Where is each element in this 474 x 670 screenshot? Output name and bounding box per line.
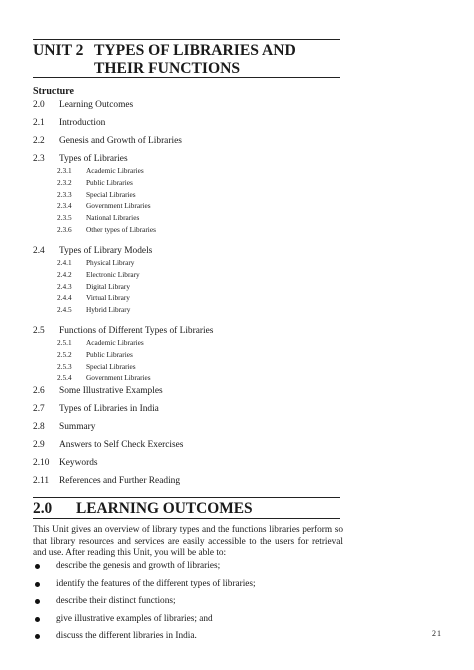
toc-subentry-number: 2.5.3 <box>57 361 72 371</box>
bullet-icon <box>35 564 40 569</box>
toc-subentry-number: 2.3.2 <box>57 177 72 187</box>
toc-subentry-number: 2.4.4 <box>57 293 72 303</box>
section-bottom-rule <box>33 518 340 519</box>
intro-paragraph: This Unit gives an overview of library types and the functions libraries perform so that library resources and services are easily accessible to the users for retrieval and use. After reading this Unit, you will be able to: <box>33 525 343 559</box>
toc-entry-number: 2.2 <box>33 136 45 146</box>
title-rule <box>33 77 340 78</box>
toc-entry-title: Types of Libraries <box>59 154 128 164</box>
section-title: LEARNING OUTCOMES <box>76 500 253 517</box>
section-top-rule <box>33 497 340 498</box>
toc-entry-number: 2.4 <box>33 246 45 256</box>
toc-entry-number: 2.5 <box>33 326 45 336</box>
bullet-icon <box>35 617 40 622</box>
toc-subentry-title: Digital Library <box>86 281 130 291</box>
toc-subentry-title: Government Libraries <box>86 373 151 383</box>
toc-subentry-title: National Libraries <box>86 213 140 223</box>
list-item-text: discuss the different libraries in India. <box>56 631 197 642</box>
toc-subentry-number: 2.3.5 <box>57 213 72 223</box>
toc-subentry-number: 2.4.2 <box>57 269 72 279</box>
toc-entry-title: Answers to Self Check Exercises <box>59 440 184 450</box>
toc-subentry-number: 2.4.3 <box>57 281 72 291</box>
toc-subentry-title: Public Libraries <box>86 349 133 359</box>
toc-entry-number: 2.11 <box>33 476 50 486</box>
toc-subentry-number: 2.4.1 <box>57 258 72 267</box>
toc-subentry-title: Physical Library <box>86 258 135 267</box>
toc-entry-number: 2.10 <box>33 458 50 468</box>
toc-entry-title: Some Illustrative Examples <box>59 386 163 396</box>
toc-entry-number: 2.6 <box>33 386 45 396</box>
toc-subentry-title: Electronic Library <box>86 269 140 279</box>
toc-entry-number: 2.1 <box>33 118 45 128</box>
toc-subentry-number: 2.5.2 <box>57 349 72 359</box>
unit-number: UNIT 2 <box>33 42 84 59</box>
list-item-text: identify the features of the different types of libraries; <box>56 578 256 589</box>
toc-entry-title: Summary <box>59 422 96 432</box>
toc-entry-number: 2.0 <box>33 100 45 110</box>
toc-entry-title: Learning Outcomes <box>59 100 134 110</box>
toc-subentry-title: Academic Libraries <box>86 166 144 175</box>
toc-entry-title: Functions of Different Types of Libraries <box>59 326 214 336</box>
toc-entry-title: Genesis and Growth of Libraries <box>59 136 182 146</box>
list-item-text: give illustrative examples of libraries; and <box>56 613 213 624</box>
toc-entry-number: 2.9 <box>33 440 45 450</box>
bullet-icon <box>35 634 40 639</box>
list-item-text: describe the genesis and growth of libraries; <box>56 561 221 571</box>
toc-entry-title: Types of Library Models <box>59 246 153 256</box>
toc-subentry-title: Hybrid Library <box>86 305 131 315</box>
toc-subentry-title: Virtual Library <box>86 293 130 303</box>
bullet-icon <box>35 599 40 604</box>
toc-entry-number: 2.7 <box>33 404 45 414</box>
structure-label: Structure <box>33 86 74 97</box>
toc-subentry-title: Government Libraries <box>86 201 151 211</box>
toc-subentry-number: 2.5.1 <box>57 338 72 347</box>
toc-subentry-number: 2.3.6 <box>57 225 72 234</box>
toc-entry-number: 2.3 <box>33 154 45 164</box>
toc-entry-title: Keywords <box>59 458 98 468</box>
page-number: 21 <box>432 629 442 638</box>
toc-entry-title: Introduction <box>59 118 106 128</box>
toc-subentry-number: 2.5.4 <box>57 373 72 383</box>
toc-subentry-number: 2.3.1 <box>57 166 72 175</box>
toc-subentry-number: 2.3.4 <box>57 201 72 211</box>
toc-entry-number: 2.8 <box>33 422 45 432</box>
toc-subentry-title: Special Libraries <box>86 189 136 199</box>
toc-entry-title: References and Further Reading <box>59 476 181 486</box>
toc-subentry-number: 2.3.3 <box>57 189 72 199</box>
toc-subentry-title: Other types of Libraries <box>86 225 156 234</box>
section-number: 2.0 <box>33 500 53 517</box>
toc-subentry-number: 2.4.5 <box>57 305 72 315</box>
top-rule <box>33 39 340 40</box>
list-item-text: describe their distinct functions; <box>56 596 176 607</box>
unit-heading: TYPES OF LIBRARIES AND THEIR FUNCTIONS <box>94 42 296 77</box>
toc-entry-title: Types of Libraries in India <box>59 404 159 414</box>
toc-subentry-title: Public Libraries <box>86 177 133 187</box>
bullet-icon <box>35 582 40 587</box>
toc-subentry-title: Academic Libraries <box>86 338 144 347</box>
toc-subentry-title: Special Libraries <box>86 361 136 371</box>
